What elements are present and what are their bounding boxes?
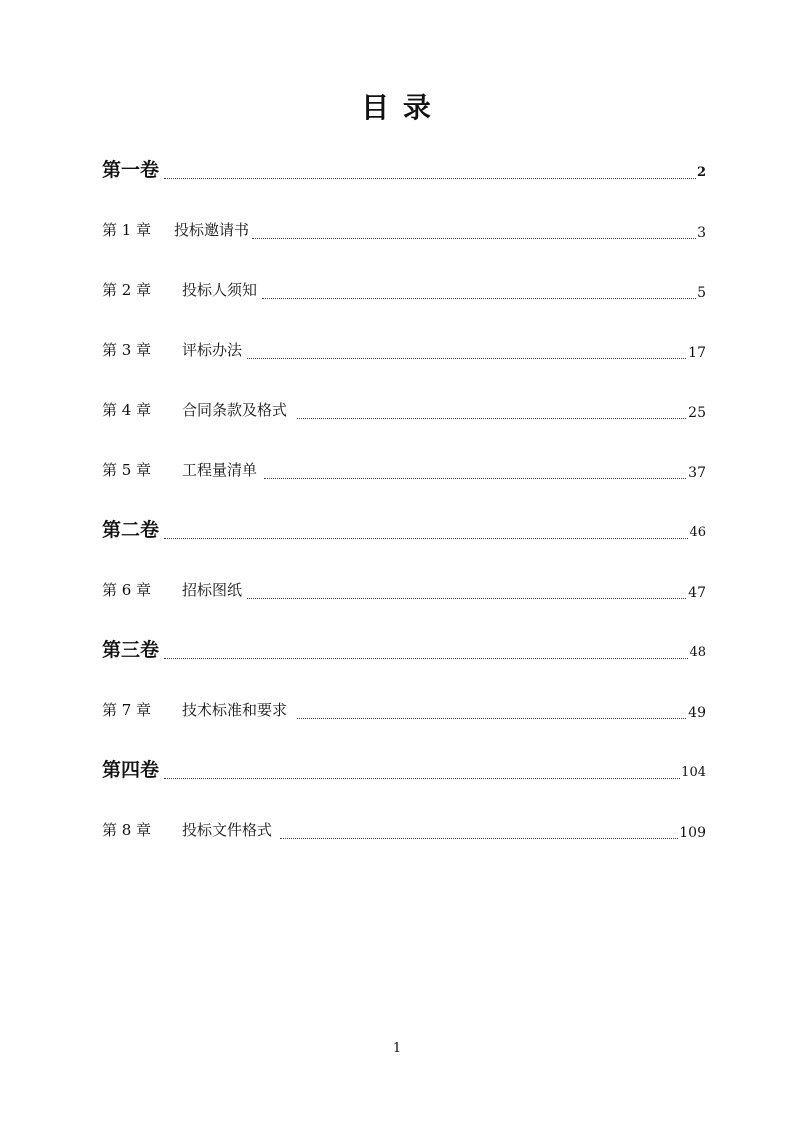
chapter-title: 投标人须知 <box>182 281 258 299</box>
toc-entry-volume-3[interactable] <box>102 638 706 662</box>
chapter-number: 第 7 章 <box>102 701 152 719</box>
chapter-label <box>102 460 259 480</box>
chapter-number: 第 1 章 <box>102 221 152 239</box>
chapter-label <box>102 820 274 840</box>
page-number: 48 <box>689 645 706 660</box>
page-number: 46 <box>689 525 706 540</box>
page-number: 17 <box>688 345 706 361</box>
chapter-title: 工程量清单 <box>182 461 258 479</box>
page-footer-number: 1 <box>392 1041 402 1056</box>
chapter-number: 第 6 章 <box>102 581 152 599</box>
chapter-label <box>102 580 244 600</box>
chapter-number: 第 4 章 <box>102 401 152 419</box>
page-number: 2 <box>696 165 706 180</box>
toc-entry-chapter-6[interactable] <box>102 578 706 602</box>
page-number: 5 <box>697 285 706 301</box>
toc-entry-volume-4[interactable] <box>102 758 706 782</box>
page-number: 3 <box>697 225 706 241</box>
toc-entry-volume-1[interactable] <box>102 158 706 182</box>
dot-leader <box>297 718 706 719</box>
dot-leader <box>264 478 706 479</box>
chapter-title: 投标邀请书 <box>174 221 250 239</box>
dot-leader <box>247 598 706 599</box>
chapter-title: 投标文件格式 <box>182 821 273 839</box>
chapter-label <box>102 340 244 360</box>
dot-leader <box>164 658 706 659</box>
dot-leader <box>280 838 706 839</box>
page-number: 104 <box>681 765 706 780</box>
page-number: 109 <box>679 825 706 841</box>
volume-label: 第四卷 <box>102 759 160 781</box>
dot-leader <box>262 298 706 299</box>
toc-entry-chapter-3[interactable] <box>102 338 706 362</box>
volume-label: 第一卷 <box>102 159 160 181</box>
chapter-title: 合同条款及格式 <box>182 401 288 419</box>
dot-leader <box>164 178 706 179</box>
dot-leader <box>252 238 706 239</box>
dot-leader <box>164 778 706 779</box>
page-number: 25 <box>688 405 706 421</box>
toc-entry-chapter-8[interactable] <box>102 818 706 842</box>
volume-label: 第二卷 <box>102 519 160 541</box>
chapter-number: 第 8 章 <box>102 821 152 839</box>
toc-entry-chapter-1[interactable] <box>102 218 706 242</box>
chapter-number: 第 5 章 <box>102 461 152 479</box>
chapter-number: 第 2 章 <box>102 281 152 299</box>
dot-leader <box>297 418 706 419</box>
toc-entry-chapter-2[interactable] <box>102 278 706 302</box>
dot-leader <box>164 538 706 539</box>
volume-label: 第三卷 <box>102 639 160 661</box>
page-number: 47 <box>688 585 706 601</box>
dot-leader <box>247 358 706 359</box>
chapter-number: 第 3 章 <box>102 341 152 359</box>
toc-entry-chapter-5[interactable] <box>102 458 706 482</box>
chapter-label <box>102 220 251 240</box>
toc-entry-chapter-4[interactable] <box>102 398 706 422</box>
chapter-label <box>102 400 289 420</box>
page-number: 49 <box>688 705 706 721</box>
page-number: 37 <box>688 465 706 481</box>
toc-entry-volume-2[interactable] <box>102 518 706 542</box>
chapter-title: 评标办法 <box>182 341 243 359</box>
chapter-title: 招标图纸 <box>182 581 243 599</box>
toc-title: 目 录 <box>361 91 433 124</box>
chapter-title: 技术标准和要求 <box>182 701 288 719</box>
chapter-label <box>102 700 289 720</box>
chapter-label <box>102 280 259 300</box>
toc-entry-chapter-7[interactable] <box>102 698 706 722</box>
